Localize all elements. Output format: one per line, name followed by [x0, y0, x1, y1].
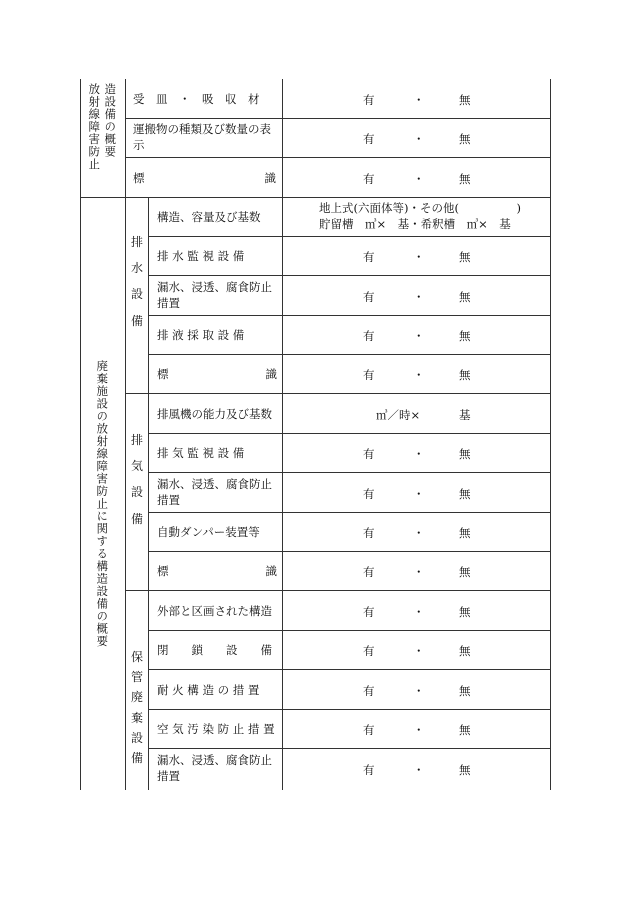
drain-capacity-value: 地上式(六面体等)・その他( ) 貯留槽 ㎥× 基・希釈槽 ㎥× 基: [319, 201, 521, 231]
row-label-drain-monitor: 排 水 監 視 設 備: [157, 249, 245, 263]
row-label-external-partition: 外部と区画された構造: [157, 603, 272, 618]
row-label-storage-leak-prevention: 漏水、浸透、腐食防止措置: [157, 753, 272, 783]
row-label-exhaust-monitor: 排 気 監 視 設 備: [157, 446, 245, 460]
top-title-divider: [125, 79, 126, 197]
row-label-drain-leak-prevention: 漏水、浸透、腐食防止措置: [157, 279, 272, 310]
row-label-fan-capacity: 排風機の能力及び基数: [157, 406, 272, 421]
storage-group-label: 保 管 廃 棄 設 備: [131, 650, 144, 765]
group-col-right-border: [148, 197, 149, 790]
row-label-fireproof: 耐 火 構 造 の 措 置: [157, 682, 260, 697]
row-label-exhaust-sign: 標 識: [157, 564, 277, 578]
row-label-air-pollution-prevention: 空 気 汚 染 防 止 措 置: [157, 722, 275, 736]
exhaust-group-label: 排 気 設 備: [131, 433, 144, 526]
row-label-auto-damper: 自動ダンパー装置等: [157, 525, 260, 539]
main-section-title: 廃棄施設の放射線障害防止に関する構造設備の概要: [95, 360, 110, 648]
top-section-title-col2: 放射線障害防止: [87, 83, 102, 171]
row-label-sign-top: 標 識: [133, 170, 276, 185]
answer-col-border: [282, 79, 283, 790]
row-label-transport-display: 運搬物の種類及び数量の表示: [133, 122, 271, 152]
table-left-border: [80, 79, 81, 790]
row-label-drain-capacity: 構造、容量及び基数: [157, 210, 261, 224]
drainage-group-label: 排 水 設 備: [131, 235, 144, 328]
section-divider: [80, 197, 550, 198]
group-col-left-border: [125, 197, 126, 790]
table-right-border: [550, 79, 551, 790]
top-section-title-col1: 造設備の概要: [103, 83, 118, 158]
row-label-drain-sampling: 排 液 採 取 設 備: [157, 328, 245, 342]
row-label-exhaust-leak-prevention: 漏水、浸透、腐食防止措置: [157, 476, 272, 507]
row-label-closure-equipment: 閉 鎖 設 備: [157, 643, 272, 657]
row-label-saucer-absorbent: 受 皿 ・ 吸 収 材: [133, 92, 260, 106]
row-label-drain-sign: 標 識: [157, 367, 277, 381]
